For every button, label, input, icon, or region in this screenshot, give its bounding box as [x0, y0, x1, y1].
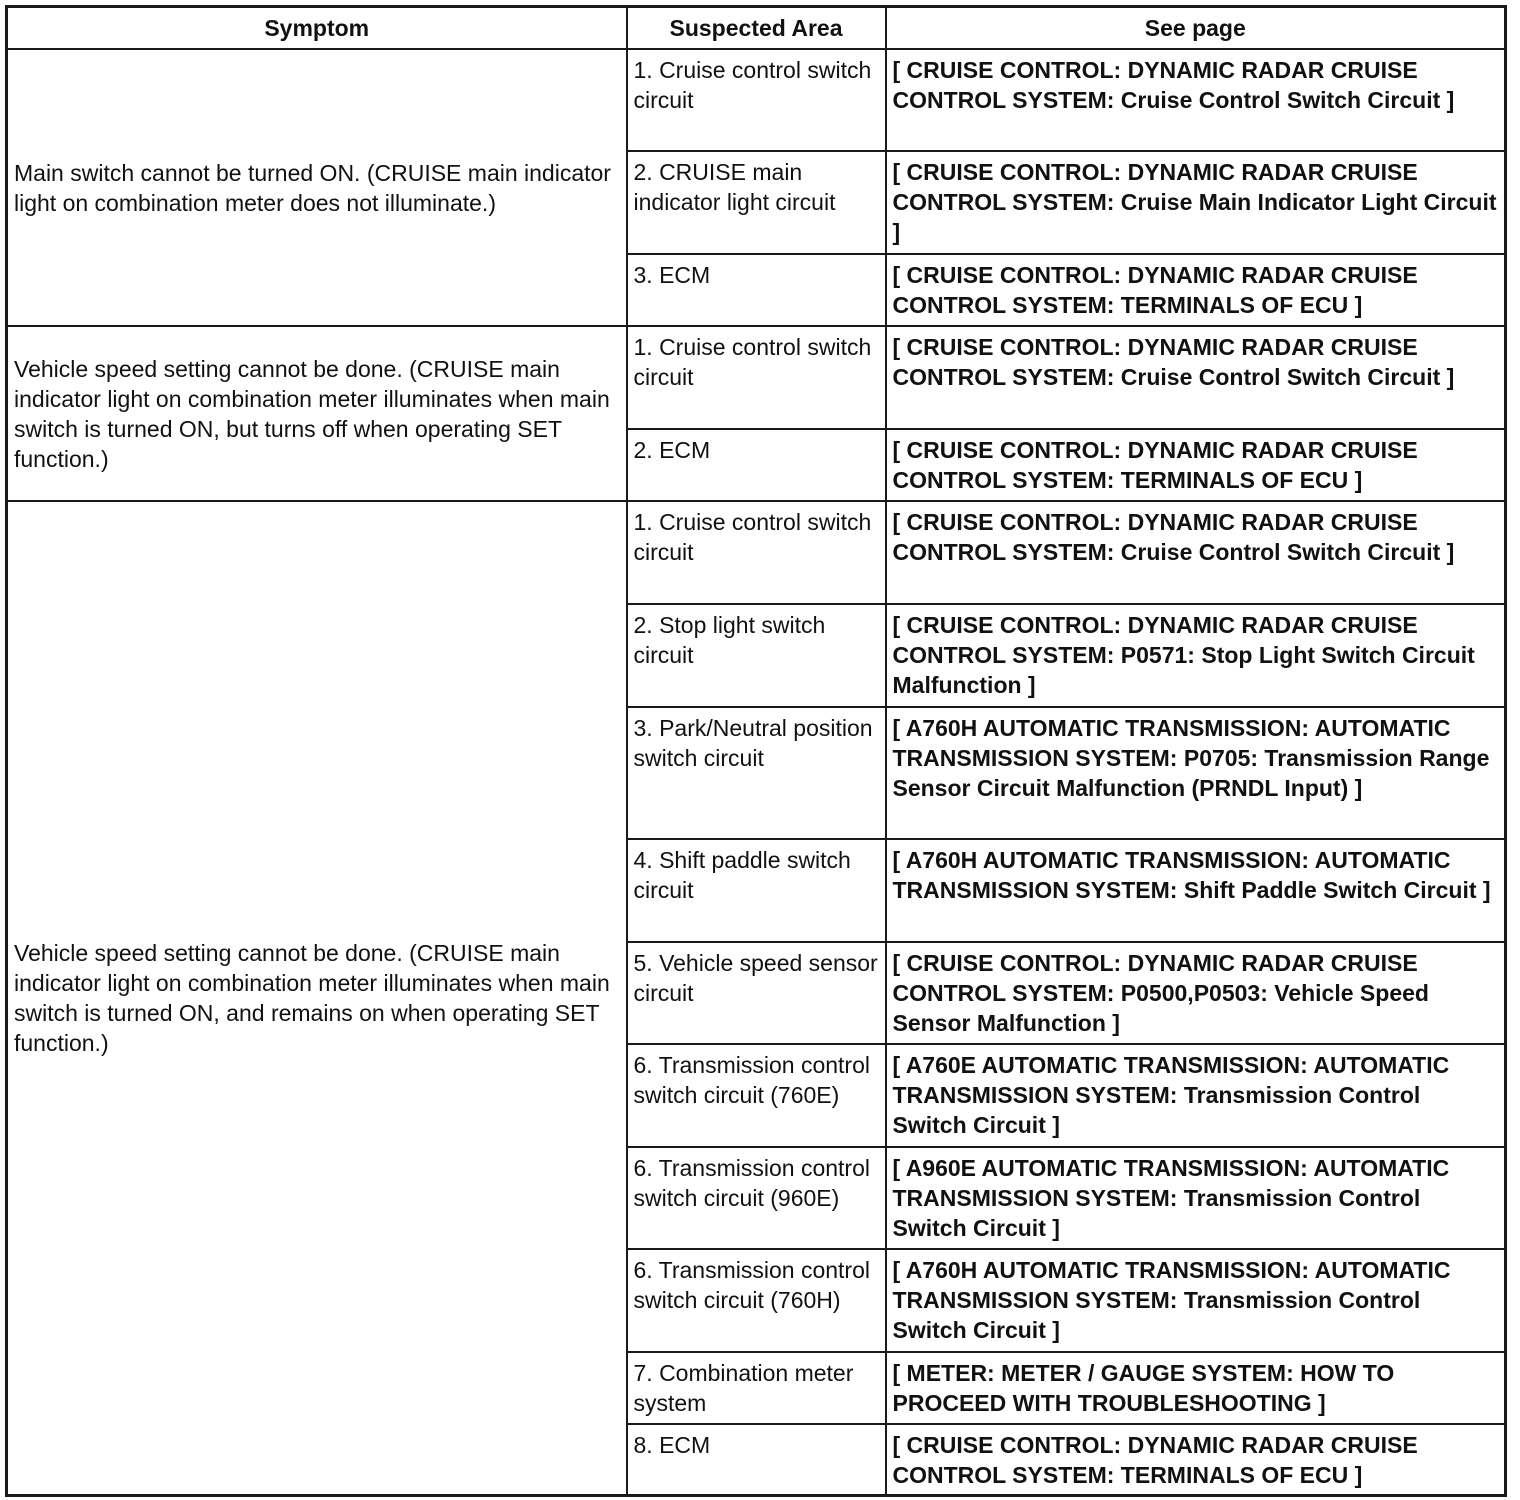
suspected-area-text: 1. Cruise control switch circuit: [633, 56, 872, 113]
table-row: [7, 326, 1506, 429]
suspected-area-text: 2. ECM: [633, 436, 711, 463]
see-page-cell: [886, 151, 1506, 254]
suspected-area-text: 7. Combination meter system: [633, 1359, 854, 1416]
suspected-area-cell: [627, 839, 886, 942]
see-page-link[interactable]: [ CRUISE CONTROL: DYNAMIC RADAR CRUISE CONTROL SYSTEM: Cruise Control Switch Circuit ]: [892, 508, 1455, 565]
symptom-text: Vehicle speed setting cannot be done. (CRUISE main indicator light on combination meter illuminates when main switch is turned ON, and remains on when operating SET function.): [14, 940, 610, 1057]
suspected-area-text: 1. Cruise control switch circuit: [633, 508, 872, 565]
suspected-area-cell: [627, 707, 886, 839]
suspected-area-cell: [627, 254, 886, 326]
see-page-link[interactable]: [ CRUISE CONTROL: DYNAMIC RADAR CRUISE CONTROL SYSTEM: P0571: Stop Light Switch Circuit Malfunction ]: [892, 611, 1475, 698]
suspected-area-cell: [627, 326, 886, 429]
see-page-cell: [886, 604, 1506, 707]
see-page-cell: [886, 254, 1506, 326]
see-page-cell: [886, 1352, 1506, 1424]
troubleshooting-table: [5, 5, 1507, 1497]
suspected-area-cell: [627, 1424, 886, 1496]
see-page-cell: [886, 429, 1506, 501]
see-page-cell: [886, 839, 1506, 942]
header-suspected-area: Suspected Area: [627, 7, 886, 49]
suspected-area-text: 3. Park/Neutral position switch circuit: [633, 714, 873, 771]
suspected-area-text: 8. ECM: [633, 1431, 711, 1458]
see-page-cell: [886, 326, 1506, 429]
table-row: [7, 49, 1506, 151]
header-see-page: See page: [886, 7, 1506, 49]
see-page-link[interactable]: [ CRUISE CONTROL: DYNAMIC RADAR CRUISE CONTROL SYSTEM: P0500,P0503: Vehicle Speed Sensor Malfunction ]: [892, 949, 1429, 1036]
symptom-cell: [7, 49, 627, 326]
header-symptom: Symptom: [7, 7, 627, 49]
suspected-area-cell: [627, 942, 886, 1044]
suspected-area-text: 4. Shift paddle switch circuit: [633, 846, 851, 903]
see-page-cell: [886, 49, 1506, 151]
see-page-link[interactable]: [ CRUISE CONTROL: DYNAMIC RADAR CRUISE CONTROL SYSTEM: Cruise Control Switch Circuit ]: [892, 56, 1455, 113]
see-page-link[interactable]: [ A760H AUTOMATIC TRANSMISSION: AUTOMATIC TRANSMISSION SYSTEM: Transmission Control Switch Circuit ]: [892, 1256, 1451, 1343]
suspected-area-cell: [627, 49, 886, 151]
suspected-area-cell: [627, 501, 886, 604]
see-page-link[interactable]: [ CRUISE CONTROL: DYNAMIC RADAR CRUISE CONTROL SYSTEM: TERMINALS OF ECU ]: [892, 1431, 1418, 1488]
suspected-area-cell: [627, 1352, 886, 1424]
see-page-link[interactable]: [ A760H AUTOMATIC TRANSMISSION: AUTOMATIC TRANSMISSION SYSTEM: P0705: Transmission Range Sensor Circuit Malfunction (PRNDL Input) ]: [892, 714, 1490, 801]
symptom-cell: [7, 501, 627, 1496]
suspected-area-text: 6. Transmission control switch circuit (760E): [633, 1051, 870, 1108]
see-page-cell: [886, 501, 1506, 604]
see-page-cell: [886, 1044, 1506, 1147]
see-page-cell: [886, 1147, 1506, 1249]
see-page-link[interactable]: [ CRUISE CONTROL: DYNAMIC RADAR CRUISE CONTROL SYSTEM: Cruise Control Switch Circuit ]: [892, 333, 1455, 390]
suspected-area-text: 6. Transmission control switch circuit (760H): [633, 1256, 870, 1313]
suspected-area-cell: [627, 429, 886, 501]
symptom-cell: [7, 326, 627, 501]
see-page-link[interactable]: [ METER: METER / GAUGE SYSTEM: HOW TO PROCEED WITH TROUBLESHOOTING ]: [892, 1359, 1395, 1416]
suspected-area-text: 2. Stop light switch circuit: [633, 611, 826, 668]
see-page-cell: [886, 707, 1506, 839]
symptom-text: Vehicle speed setting cannot be done. (CRUISE main indicator light on combination meter illuminates when main switch is turned ON, but turns off when operating SET function.): [14, 355, 610, 472]
suspected-area-cell: [627, 151, 886, 254]
see-page-link[interactable]: [ CRUISE CONTROL: DYNAMIC RADAR CRUISE CONTROL SYSTEM: Cruise Main Indicator Light Circuit ]: [892, 158, 1497, 245]
see-page-link[interactable]: [ CRUISE CONTROL: DYNAMIC RADAR CRUISE CONTROL SYSTEM: TERMINALS OF ECU ]: [892, 436, 1418, 493]
suspected-area-text: 5. Vehicle speed sensor circuit: [633, 949, 878, 1006]
suspected-area-cell: [627, 1249, 886, 1352]
see-page-link[interactable]: [ A760H AUTOMATIC TRANSMISSION: AUTOMATIC TRANSMISSION SYSTEM: Shift Paddle Switch Circuit ]: [892, 846, 1491, 903]
symptom-text: Main switch cannot be turned ON. (CRUISE main indicator light on combination meter does not illuminate.): [14, 159, 611, 216]
see-page-cell: [886, 1249, 1506, 1352]
suspected-area-text: 6. Transmission control switch circuit (960E): [633, 1154, 870, 1211]
suspected-area-text: 1. Cruise control switch circuit: [633, 333, 872, 390]
see-page-link[interactable]: [ A960E AUTOMATIC TRANSMISSION: AUTOMATIC TRANSMISSION SYSTEM: Transmission Control Switch Circuit ]: [892, 1154, 1450, 1241]
see-page-link[interactable]: [ A760E AUTOMATIC TRANSMISSION: AUTOMATIC TRANSMISSION SYSTEM: Transmission Control Switch Circuit ]: [892, 1051, 1450, 1138]
see-page-link[interactable]: [ CRUISE CONTROL: DYNAMIC RADAR CRUISE CONTROL SYSTEM: TERMINALS OF ECU ]: [892, 261, 1418, 318]
suspected-area-text: 2. CRUISE main indicator light circuit: [633, 158, 836, 215]
header-row: [7, 7, 1506, 49]
suspected-area-cell: [627, 1044, 886, 1147]
suspected-area-cell: [627, 604, 886, 707]
suspected-area-text: 3. ECM: [633, 261, 711, 288]
see-page-cell: [886, 1424, 1506, 1496]
suspected-area-cell: [627, 1147, 886, 1249]
see-page-cell: [886, 942, 1506, 1044]
table-row: [7, 501, 1506, 604]
